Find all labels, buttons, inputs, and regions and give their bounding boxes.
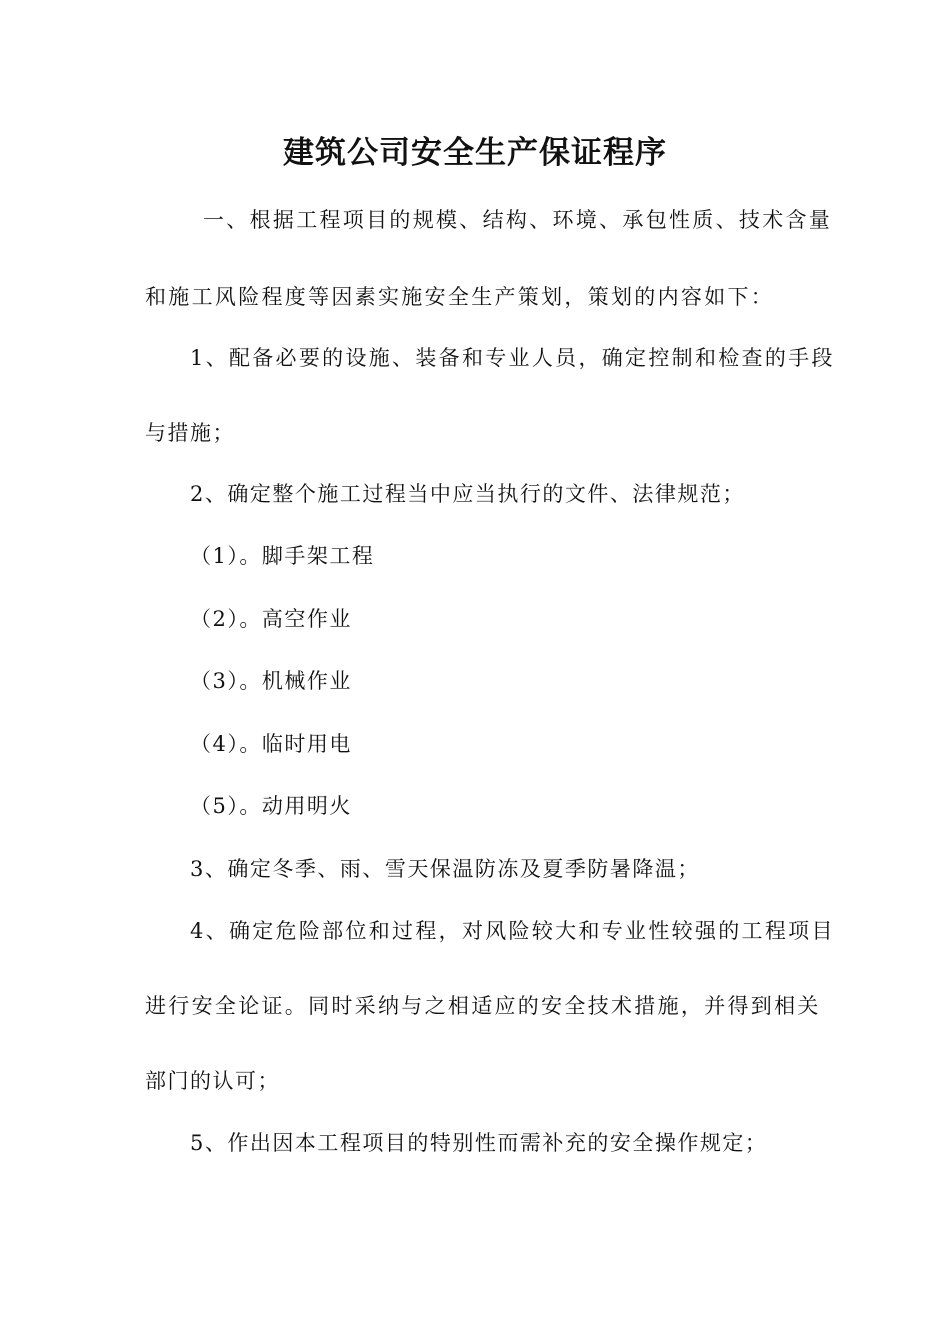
paragraph-line: 一、根据工程项目的规模、结构、环境、承包性质、技术含量 [203, 208, 833, 232]
list-item: （1）。脚手架工程 [190, 544, 375, 568]
paragraph-line: 3、确定冬季、雨、雪天保温防冻及夏季防暑降温； [190, 857, 700, 881]
paragraph-line: 部门的认可； [145, 1069, 280, 1093]
paragraph-line: 4、确定危险部位和过程，对风险较大和专业性较强的工程项目 [190, 919, 835, 943]
paragraph-line: 与措施； [145, 421, 235, 445]
list-item: （4）。临时用电 [190, 732, 352, 756]
paragraph-line: 5、作出因本工程项目的特别性而需补充的安全操作规定； [190, 1131, 768, 1155]
document-title: 建筑公司安全生产保证程序 [283, 135, 667, 171]
list-item: （3）。机械作业 [190, 669, 352, 693]
list-item: （2）。高空作业 [190, 607, 352, 631]
paragraph-line: 和施工风险程度等因素实施安全生产策划，策划的内容如下： [145, 285, 775, 309]
paragraph-line: 进行安全论证。同时采纳与之相适应的安全技术措施，并得到相关 [145, 994, 821, 1018]
paragraph-line: 1、配备必要的设施、装备和专业人员，确定控制和检查的手段 [190, 346, 835, 370]
paragraph-line: 2、确定整个施工过程当中应当执行的文件、法律规范； [190, 482, 745, 506]
list-item: （5）。动用明火 [190, 794, 352, 818]
